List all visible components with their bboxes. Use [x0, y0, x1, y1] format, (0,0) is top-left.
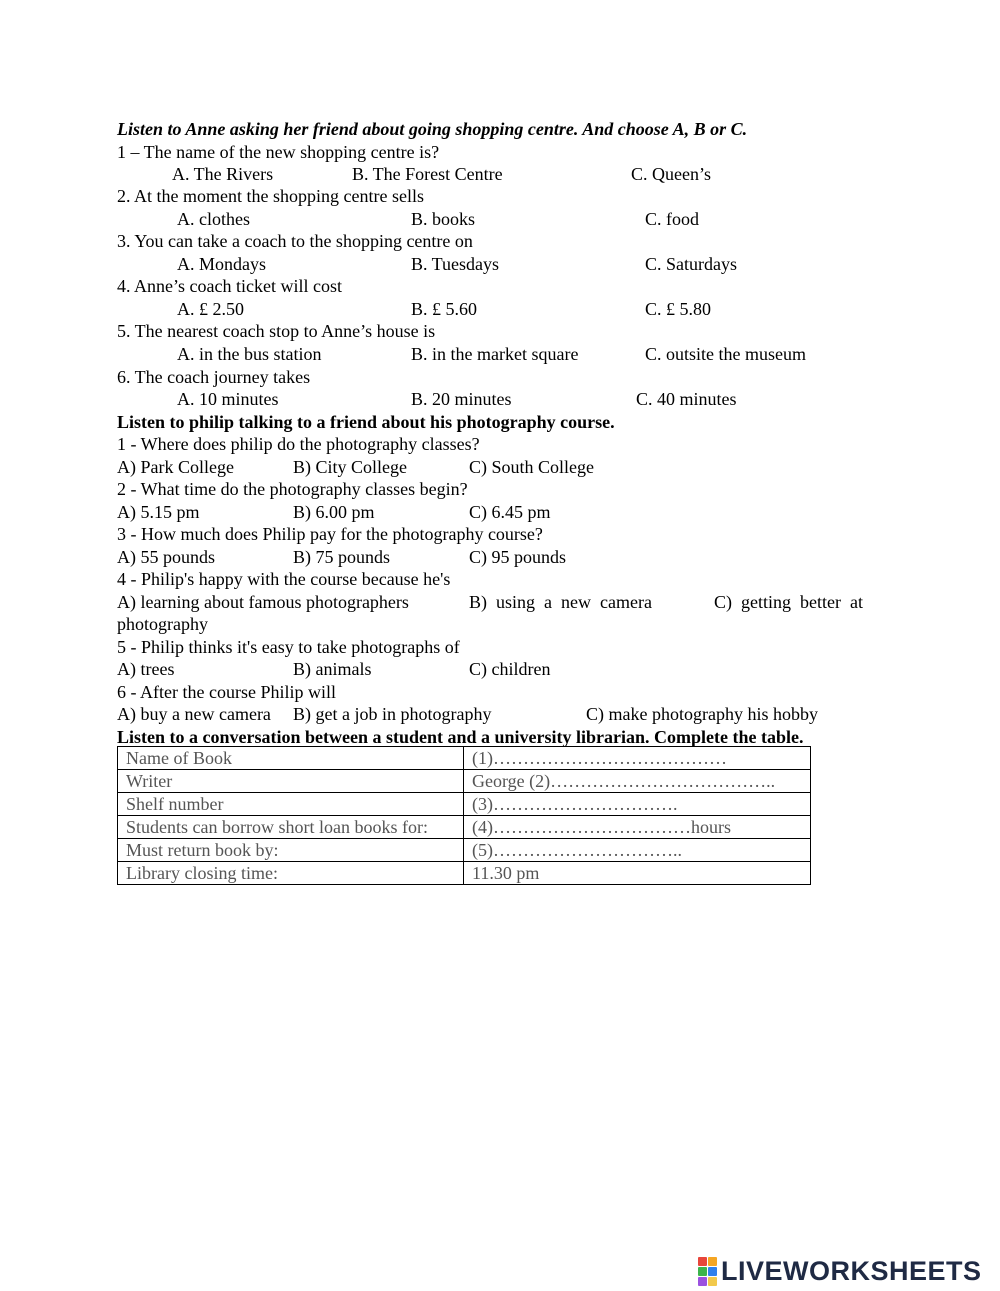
s2-question-5: 5 - Philip thinks it's easy to take photographs of	[117, 637, 460, 657]
logo-block	[698, 1267, 707, 1276]
s1-question-3: 3. You can take a coach to the shopping centre on	[117, 231, 473, 251]
row-label: Name of Book	[118, 747, 464, 770]
s1-q5-option-c[interactable]: C. outsite the museum	[645, 344, 806, 364]
s2-q3-option-a[interactable]: A) 55 pounds	[117, 547, 215, 567]
library-table	[117, 746, 811, 885]
s2-question-4: 4 - Philip's happy with the course because he's	[117, 569, 451, 589]
s2-q1-option-c[interactable]: C) South College	[469, 457, 594, 477]
row-value-blank[interactable]: (1)…………………………………	[464, 747, 811, 770]
section1-heading: Listen to Anne asking her friend about going shopping centre. And choose A, B or C.	[117, 119, 748, 139]
s1-q4-option-c[interactable]: C. £ 5.80	[645, 299, 712, 319]
s2-q2-option-a[interactable]: A) 5.15 pm	[117, 502, 200, 522]
s2-q3-option-b[interactable]: B) 75 pounds	[293, 547, 391, 567]
table-row	[118, 816, 811, 839]
s1-q1-option-b[interactable]: B. The Forest Centre	[352, 164, 503, 184]
logo-text: LIVEWORKSHEETS	[721, 1256, 982, 1286]
s2-q5-option-b[interactable]: B) animals	[293, 659, 372, 679]
s2-question-6: 6 - After the course Philip will	[117, 682, 336, 702]
s1-q3-option-c[interactable]: C. Saturdays	[645, 254, 737, 274]
s2-q4-option-b[interactable]: B) using a new camera	[469, 592, 652, 612]
s1-q2-option-c[interactable]: C. food	[645, 209, 699, 229]
s2-q6-option-c[interactable]: C) make photography his hobby	[586, 704, 818, 724]
s2-q6-option-a[interactable]: A) buy a new camera	[117, 704, 271, 724]
logo-block	[708, 1267, 717, 1276]
row-label: Writer	[118, 770, 464, 793]
row-label: Library closing time:	[118, 862, 464, 885]
s1-question-1: 1 – The name of the new shopping centre is?	[117, 142, 440, 162]
s1-q1-option-c[interactable]: C. Queen’s	[631, 164, 711, 184]
row-value-blank[interactable]: (4)……………………………hours	[464, 816, 811, 839]
liveworksheets-logo	[698, 1256, 982, 1286]
section3-heading: Listen to a conversation between a student and a university librarian. Complete the table.	[117, 727, 804, 747]
s1-q3-option-b[interactable]: B. Tuesdays	[411, 254, 500, 274]
s2-question-2: 2 - What time do the photography classes begin?	[117, 479, 468, 499]
s1-q1-option-a[interactable]: A. The Rivers	[172, 164, 274, 184]
s2-q6-option-b[interactable]: B) get a job in photography	[293, 704, 492, 724]
logo-block	[708, 1257, 717, 1266]
s1-question-6: 6. The coach journey takes	[117, 367, 311, 387]
s2-q5-option-c[interactable]: C) children	[469, 659, 551, 679]
row-label: Shelf number	[118, 793, 464, 816]
s2-q1-option-a[interactable]: A) Park College	[117, 457, 234, 477]
s2-q4-option-c-continued: photography	[117, 614, 208, 634]
s2-q1-option-b[interactable]: B) City College	[293, 457, 407, 477]
table-row	[118, 770, 811, 793]
s1-q2-option-b[interactable]: B. books	[411, 209, 476, 229]
row-value-blank[interactable]: George (2)………………………………..	[464, 770, 811, 793]
logo-block	[708, 1277, 717, 1286]
s1-question-5: 5. The nearest coach stop to Anne’s house is	[117, 321, 436, 341]
s1-q6-option-c[interactable]: C. 40 minutes	[636, 389, 737, 409]
section2-heading: Listen to philip talking to a friend about his photography course.	[117, 412, 615, 432]
row-value: 11.30 pm	[464, 862, 811, 885]
row-label: Students can borrow short loan books for:	[118, 816, 464, 839]
s2-q3-option-c[interactable]: C) 95 pounds	[469, 547, 567, 567]
s1-q4-option-b[interactable]: B. £ 5.60	[411, 299, 478, 319]
s1-question-4: 4. Anne’s coach ticket will cost	[117, 276, 342, 296]
table-row	[118, 862, 811, 885]
s2-q4-option-a[interactable]: A) learning about famous photographers	[117, 592, 409, 612]
s1-q3-option-a[interactable]: A. Mondays	[177, 254, 266, 274]
row-label: Must return book by:	[118, 839, 464, 862]
s2-question-3: 3 - How much does Philip pay for the photography course?	[117, 524, 543, 544]
s2-question-1: 1 - Where does philip do the photography classes?	[117, 434, 480, 454]
row-value-blank[interactable]: (3)………………………….	[464, 793, 811, 816]
s2-q5-option-a[interactable]: A) trees	[117, 659, 175, 679]
s1-q4-option-a[interactable]: A. £ 2.50	[177, 299, 244, 319]
s1-q5-option-a[interactable]: A. in the bus station	[177, 344, 322, 364]
s1-q5-option-b[interactable]: B. in the market square	[411, 344, 579, 364]
logo-block	[698, 1257, 707, 1266]
s1-q6-option-b[interactable]: B. 20 minutes	[411, 389, 512, 409]
s1-question-2: 2. At the moment the shopping centre sells	[117, 186, 424, 206]
logo-blocks-icon	[698, 1257, 717, 1286]
s2-q2-option-b[interactable]: B) 6.00 pm	[293, 502, 375, 522]
s2-q2-option-c[interactable]: C) 6.45 pm	[469, 502, 551, 522]
s1-q6-option-a[interactable]: A. 10 minutes	[177, 389, 279, 409]
table-row	[118, 747, 811, 770]
logo-block	[698, 1277, 707, 1286]
s1-q2-option-a[interactable]: A. clothes	[177, 209, 250, 229]
table-row	[118, 793, 811, 816]
s2-q4-option-c[interactable]: C) getting better at	[714, 592, 863, 612]
row-value-blank[interactable]: (5)…………………………..	[464, 839, 811, 862]
table-row	[118, 839, 811, 862]
